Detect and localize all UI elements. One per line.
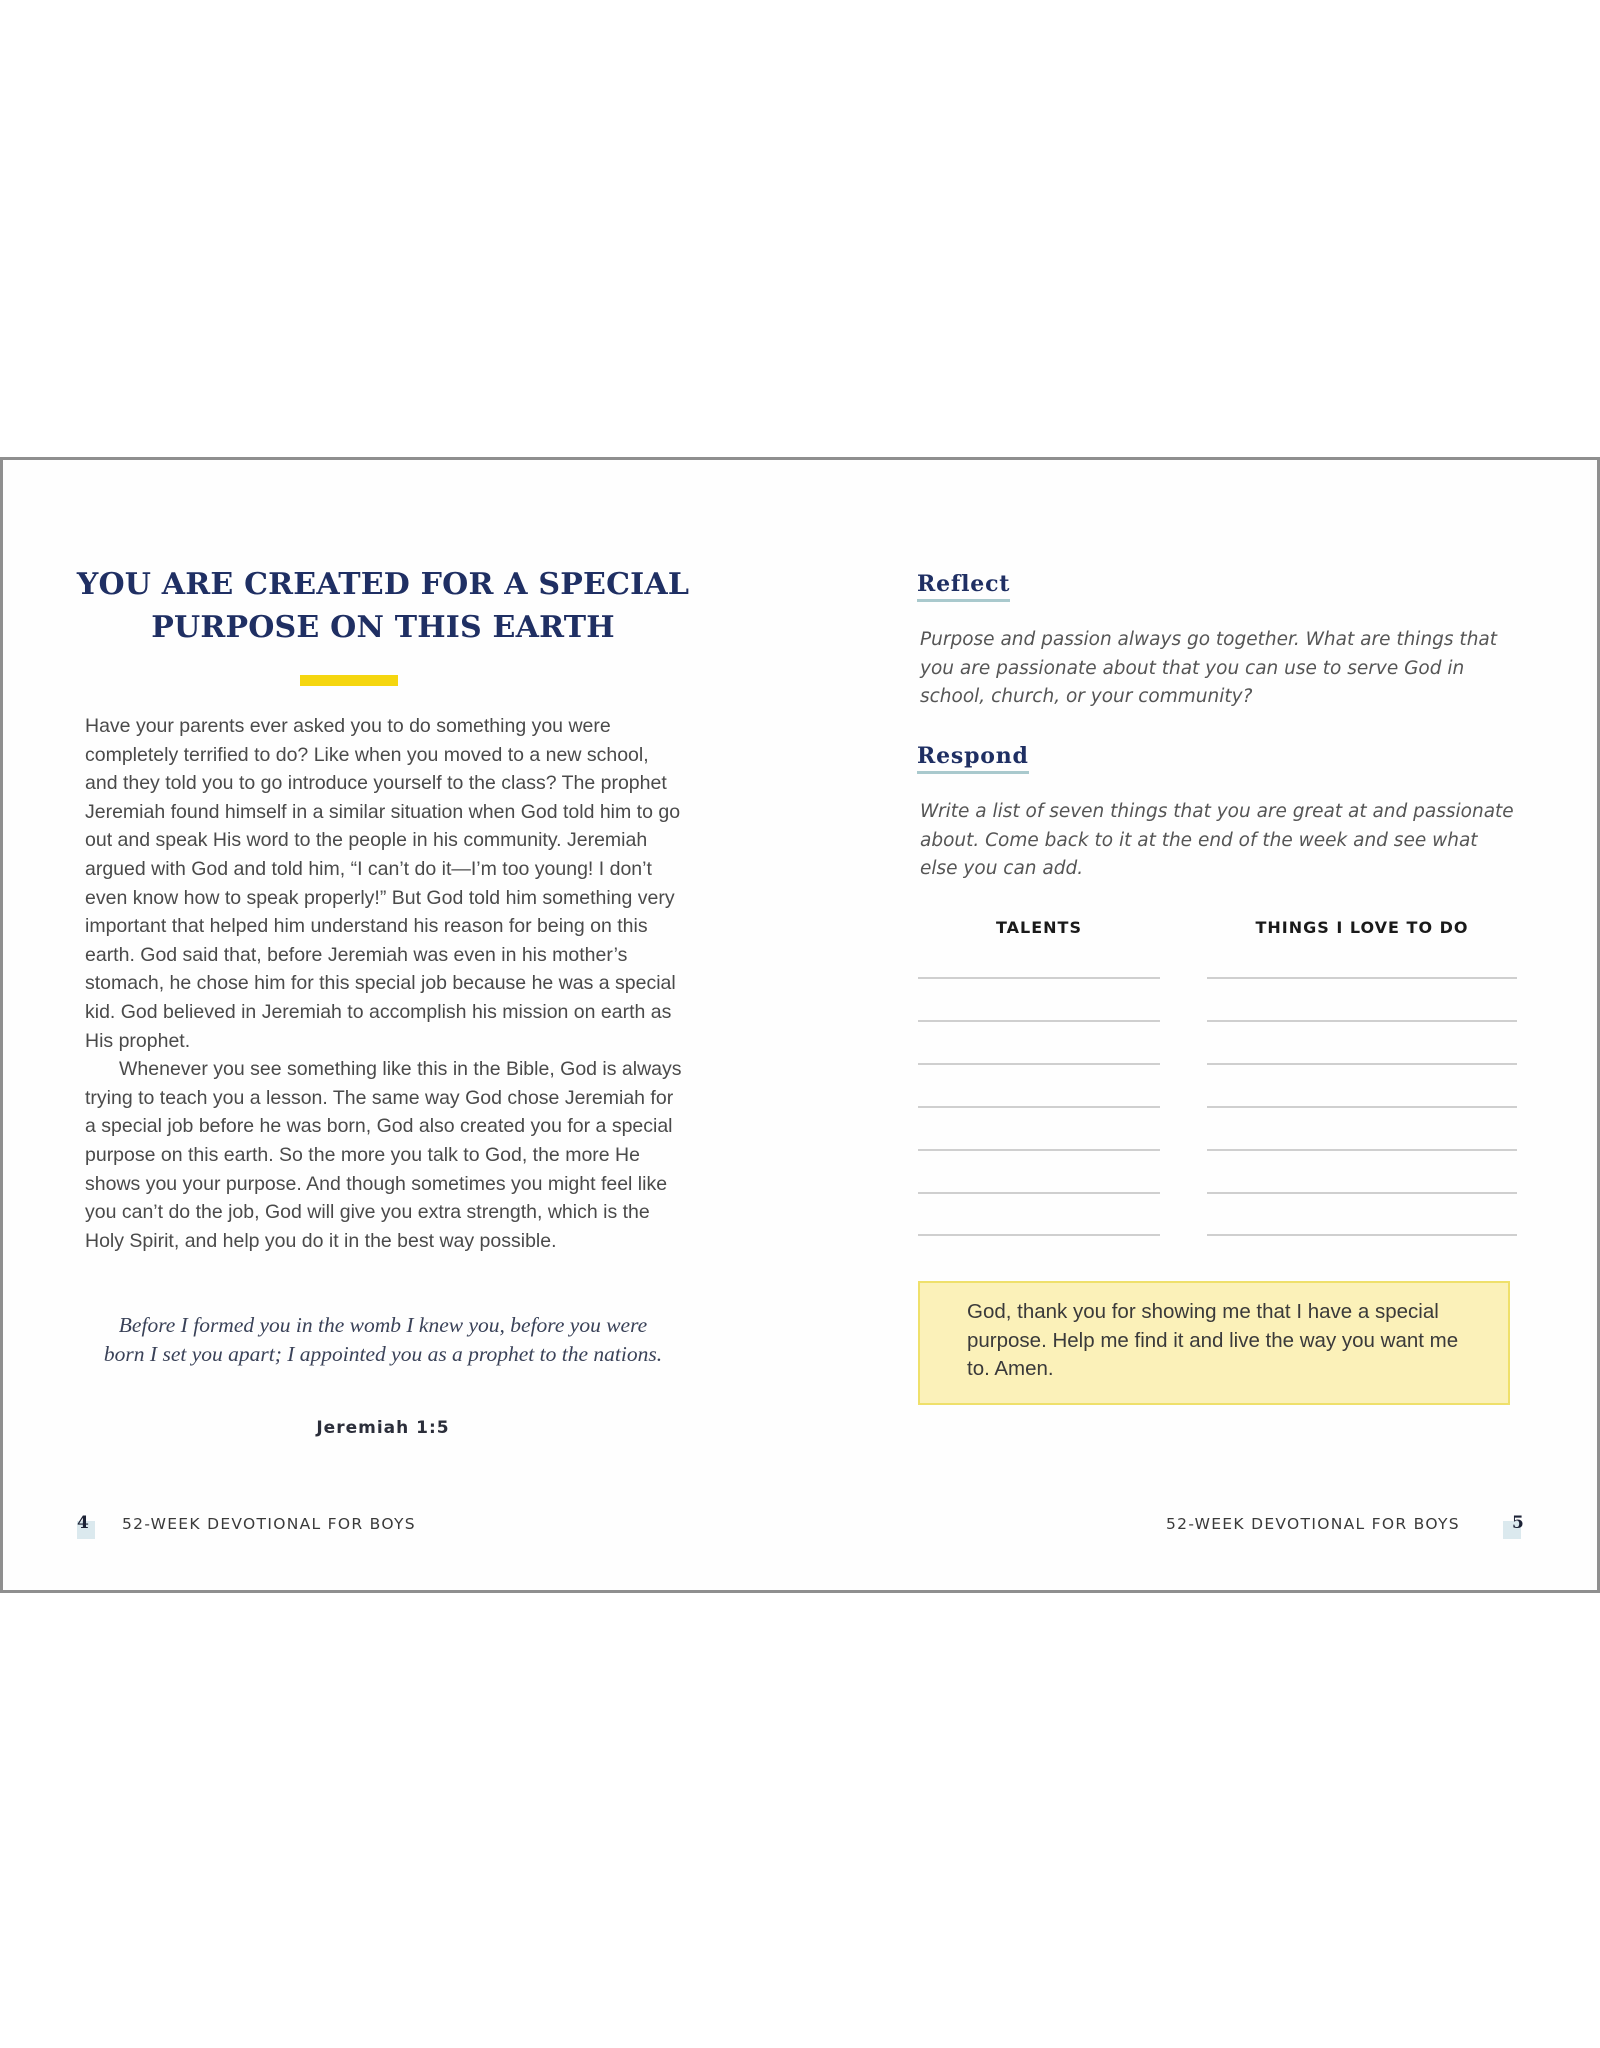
write-line-things-i-love[interactable] bbox=[1207, 1149, 1517, 1151]
write-line-talents[interactable] bbox=[918, 1234, 1160, 1236]
write-line-talents[interactable] bbox=[918, 1149, 1160, 1151]
write-line-things-i-love[interactable] bbox=[1207, 1063, 1517, 1065]
running-head-left: 52-WEEK DEVOTIONAL FOR BOYS bbox=[122, 1515, 416, 1533]
write-line-things-i-love[interactable] bbox=[1207, 1192, 1517, 1194]
write-line-things-i-love[interactable] bbox=[1207, 1020, 1517, 1022]
respond-heading: Respond bbox=[917, 743, 1029, 774]
title-line-1: YOU ARE CREATED FOR A SPECIAL bbox=[76, 567, 690, 602]
page-number-left: 4 bbox=[77, 1513, 89, 1533]
write-line-talents[interactable] bbox=[918, 977, 1160, 979]
write-line-things-i-love[interactable] bbox=[1207, 977, 1517, 979]
write-line-things-i-love[interactable] bbox=[1207, 1106, 1517, 1108]
scripture-reference: Jeremiah 1:5 bbox=[316, 1418, 450, 1438]
write-line-talents[interactable] bbox=[918, 1192, 1160, 1194]
column-header-things-i-love: THINGS I LOVE TO DO bbox=[1255, 918, 1469, 937]
devotional-body bbox=[85, 712, 685, 1255]
body-paragraph: Have your parents ever asked you to do something you were completely terrified to do? Like when you moved to a new school, and they told you to go introduce yourself to the class? The prophet Jeremiah found himself in a similar situation when God told him to go out and speak His word to the people in his community. Jeremiah argued with God and told him, “I can’t do it—I’m too young! I don’t even know how to speak properly!” But God told him something very important that helped him understand his reason for being on this earth. God said that, before Jeremiah was even in his mother’s stomach, he chose him for this special job because he was a special kid. God believed in Jeremiah to accomplish his mission on earth as His prophet. bbox=[85, 715, 681, 1052]
prayer-text: God, thank you for showing me that I have a special purpose. Help me find it and live the way you want me to. Amen. bbox=[967, 1300, 1459, 1381]
reflect-heading: Reflect bbox=[917, 571, 1010, 602]
page-number-right: 5 bbox=[1512, 1513, 1524, 1533]
scripture-quote: Before I formed you in the womb I knew you, before you were born I set you apart; I appointed you as a prophet to the nations. bbox=[103, 1313, 663, 1366]
reflect-prompt: Purpose and passion always go together. What are things that you are passionate about that you can use to serve God in school, church, or your community? bbox=[920, 629, 1498, 708]
title-line-2: PURPOSE ON THIS EARTH bbox=[151, 610, 615, 645]
prayer-box bbox=[918, 1281, 1510, 1405]
running-head-right: 52-WEEK DEVOTIONAL FOR BOYS bbox=[1166, 1515, 1460, 1533]
write-line-things-i-love[interactable] bbox=[1207, 1234, 1517, 1236]
write-line-talents[interactable] bbox=[918, 1063, 1160, 1065]
column-header-talents: TALENTS bbox=[995, 918, 1082, 937]
page-title bbox=[63, 563, 703, 649]
title-accent-bar bbox=[300, 675, 398, 686]
write-line-talents[interactable] bbox=[918, 1106, 1160, 1108]
write-line-talents[interactable] bbox=[918, 1020, 1160, 1022]
body-paragraph: Whenever you see something like this in the Bible, God is always trying to teach you a lesson. The same way God chose Jeremiah for a special job before he was born, God also created you for a special purpose on this earth. So the more you talk to God, the more He shows you your purpose. And though sometimes you might feel like you can’t do the job, God will give you extra strength, which is the Holy Spirit, and help you do it in the best way possible. bbox=[85, 1058, 682, 1252]
book-spread bbox=[0, 457, 1600, 1593]
respond-prompt: Write a list of seven things that you are great at and passionate about. Come back to it at the end of the week and see what else you can add. bbox=[920, 801, 1514, 880]
